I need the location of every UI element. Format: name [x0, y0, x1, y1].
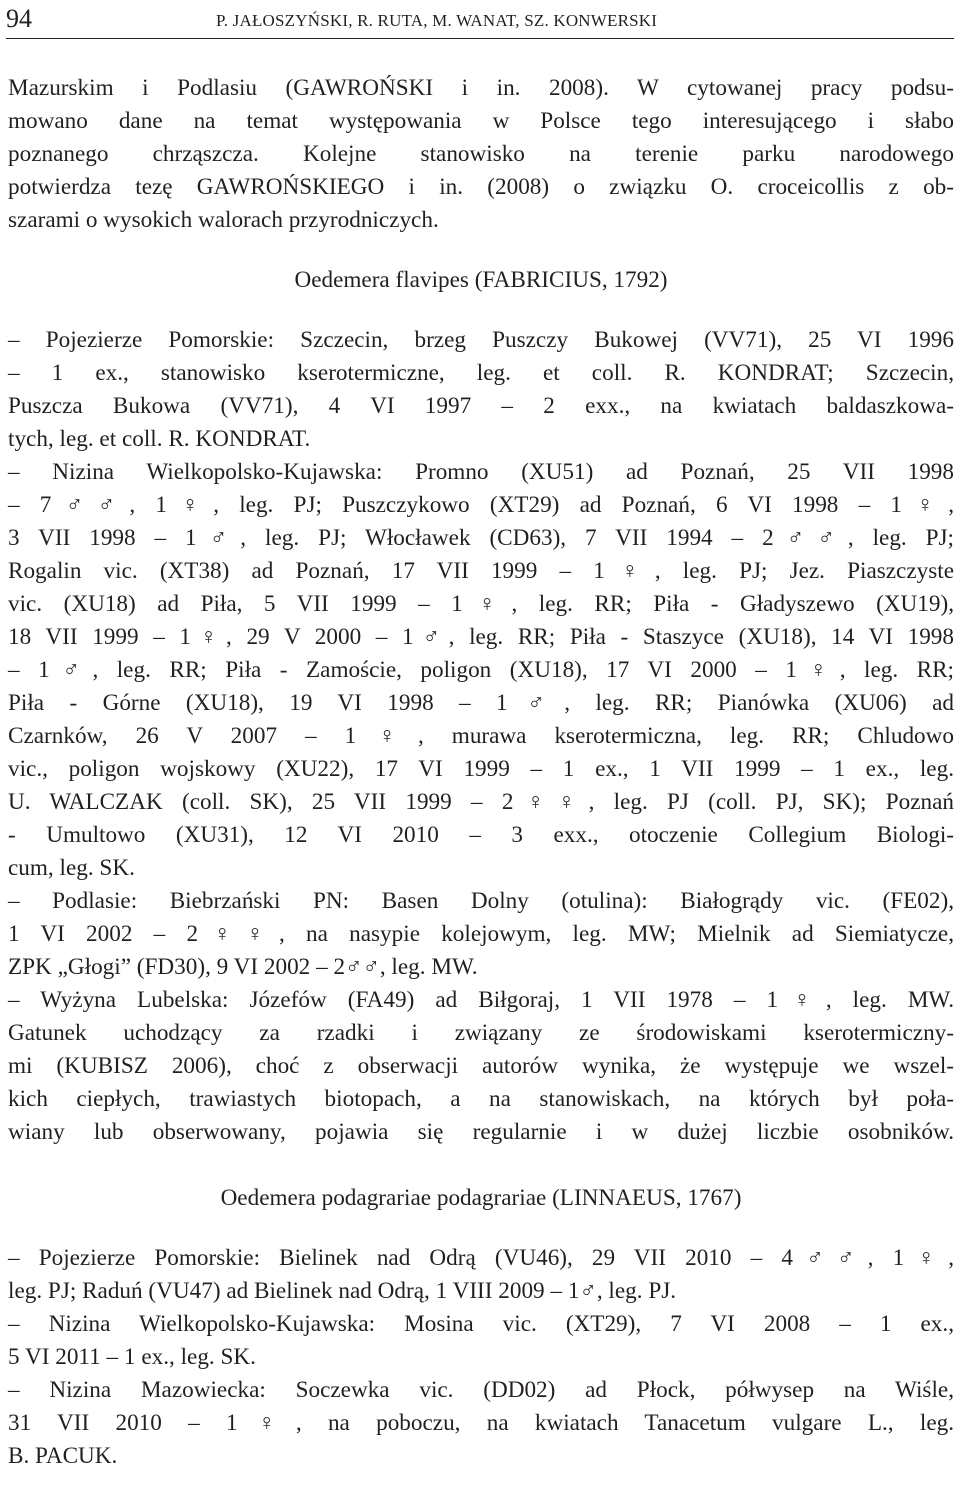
record-line: 1 VI 2002 – 2♀♀, na nasypie kolejowym, leg. MW; Mielnik ad Siemiatycze, [8, 921, 954, 947]
species-heading: Oedemera podagrariae podagrariae (LINNAEUS, 1767) [220, 1185, 742, 1211]
text-line: szarami o wysokich walorach przyrodniczych. [8, 207, 439, 233]
text-line: mowano dane na temat występowania w Polsce tego interesującego i słabo [8, 108, 954, 134]
text-line: Mazurskim i Podlasiu (GAWROŃSKI i in. 2008). W cytowanej pracy podsu- [8, 75, 954, 101]
page-number: 94 [6, 4, 32, 33]
spacer [8, 237, 954, 264]
record-line: – 1♂, leg. RR; Piła - Zamoście, poligon (XU18), 17 VI 2000 – 1♀, leg. RR; [8, 657, 954, 683]
record-line: – 1 ex., stanowisko kserotermiczne, leg. et coll. R. KONDRAT; Szczecin, [8, 360, 954, 386]
text-line: wiany lub obserwowany, pojawia się regularnie i w dużej liczbie osobników. [8, 1119, 954, 1145]
record-line: 5 VI 2011 – 1 ex., leg. SK. [8, 1344, 256, 1370]
record-line: cum, leg. SK. [8, 855, 135, 881]
record-line: – Nizina Wielkopolsko-Kujawska: Promno (XU51) ad Poznań, 25 VII 1998 [8, 459, 954, 485]
spacer [8, 297, 954, 324]
record-line: – Pojezierze Pomorskie: Bielinek nad Odrą (VU46), 29 VII 2010 – 4♂♂, 1♀, [8, 1245, 954, 1271]
record-line: 31 VII 2010 – 1♀, na poboczu, na kwiatach Tanacetum vulgare L., leg. [8, 1410, 954, 1436]
record-line: B. PACUK. [8, 1443, 118, 1469]
spacer [8, 1149, 954, 1182]
text-line: kich ciepłych, trawiastych biotopach, a na stanowiskach, na których był poła- [8, 1086, 954, 1112]
record-line: U. WALCZAK (coll. SK), 25 VII 1999 – 2♀♀, leg. PJ (coll. PJ, SK); Poznań [8, 789, 954, 815]
record-line: ZPK „Głogi” (FD30), 9 VI 2002 – 2♂♂, leg. MW. [8, 954, 478, 980]
record-line: 3 VII 1998 – 1♂, leg. PJ; Włocławek (CD63), 7 VII 1994 – 2♂♂, leg. PJ; [8, 525, 954, 551]
record-line: – 7♂♂, 1♀, leg. PJ; Puszczykowo (XT29) ad Poznań, 6 VI 1998 – 1♀, [8, 492, 954, 518]
record-line: – Wyżyna Lubelska: Józefów (FA49) ad Biłgoraj, 1 VII 1978 – 1♀, leg. MW. [8, 987, 954, 1013]
record-line: Piła - Górne (XU18), 19 VI 1998 – 1♂, leg. RR; Pianówka (XU06) ad [8, 690, 954, 716]
record-line: – Nizina Wielkopolsko-Kujawska: Mosina vic. (XT29), 7 VI 2008 – 1 ex., [8, 1311, 954, 1337]
record-line: leg. PJ; Raduń (VU47) ad Bielinek nad Odrą, 1 VIII 2009 – 1♂, leg. PJ. [8, 1278, 677, 1304]
page-header [6, 4, 954, 39]
record-line: – Nizina Mazowiecka: Soczewka vic. (DD02) ad Płock, półwysep na Wiśle, [8, 1377, 954, 1403]
spacer [8, 1215, 954, 1242]
record-line: - Umultowo (XU31), 12 VI 2010 – 3 exx., otoczenie Collegium Biologi- [8, 822, 954, 848]
text-line: mi (KUBISZ 2006), choć z obserwacji autorów wynika, że występuje we wszel- [8, 1053, 954, 1079]
running-title: P. JAŁOSZYŃSKI, R. RUTA, M. WANAT, SZ. KONWERSKI [216, 11, 658, 30]
species-heading: Oedemera flavipes (FABRICIUS, 1792) [294, 267, 668, 293]
record-line: 18 VII 1999 – 1♀, 29 V 2000 – 1♂, leg. RR; Piła - Staszyce (XU18), 14 VI 1998 [8, 624, 954, 650]
record-line: – Pojezierze Pomorskie: Szczecin, brzeg Puszczy Bukowej (VV71), 25 VI 1996 [8, 327, 954, 353]
record-line: tych, leg. et coll. R. KONDRAT. [8, 426, 311, 452]
record-line: Czarnków, 26 V 2007 – 1♀, murawa kserotermiczna, leg. RR; Chludowo [8, 723, 954, 749]
text-line: poznanego chrząszcza. Kolejne stanowisko na terenie parku narodowego [8, 141, 954, 167]
text-line: potwierdza tezę GAWROŃSKIEGO i in. (2008) o związku O. croceicollis z ob- [8, 174, 954, 200]
record-line: vic., poligon wojskowy (XU22), 17 VI 1999 – 1 ex., 1 VII 1999 – 1 ex., leg. [8, 756, 954, 782]
record-line: vic. (XU18) ad Piła, 5 VII 1999 – 1♀, leg. RR; Piła - Gładyszewo (XU19), [8, 591, 954, 617]
record-line: Puszcza Bukowa (VV71), 4 VI 1997 – 2 exx., na kwiatach baldaszkowa- [8, 393, 954, 419]
record-line: – Podlasie: Biebrzański PN: Basen Dolny (otulina): Białogrądy vic. (FE02), [8, 888, 954, 914]
body-text [8, 72, 954, 1473]
text-line: Gatunek uchodzący za rzadki i związany ze środowiskami kserotermiczny- [8, 1020, 954, 1046]
record-line: Rogalin vic. (XT38) ad Poznań, 17 VII 1999 – 1♀, leg. PJ; Jez. Piaszczyste [8, 558, 954, 584]
